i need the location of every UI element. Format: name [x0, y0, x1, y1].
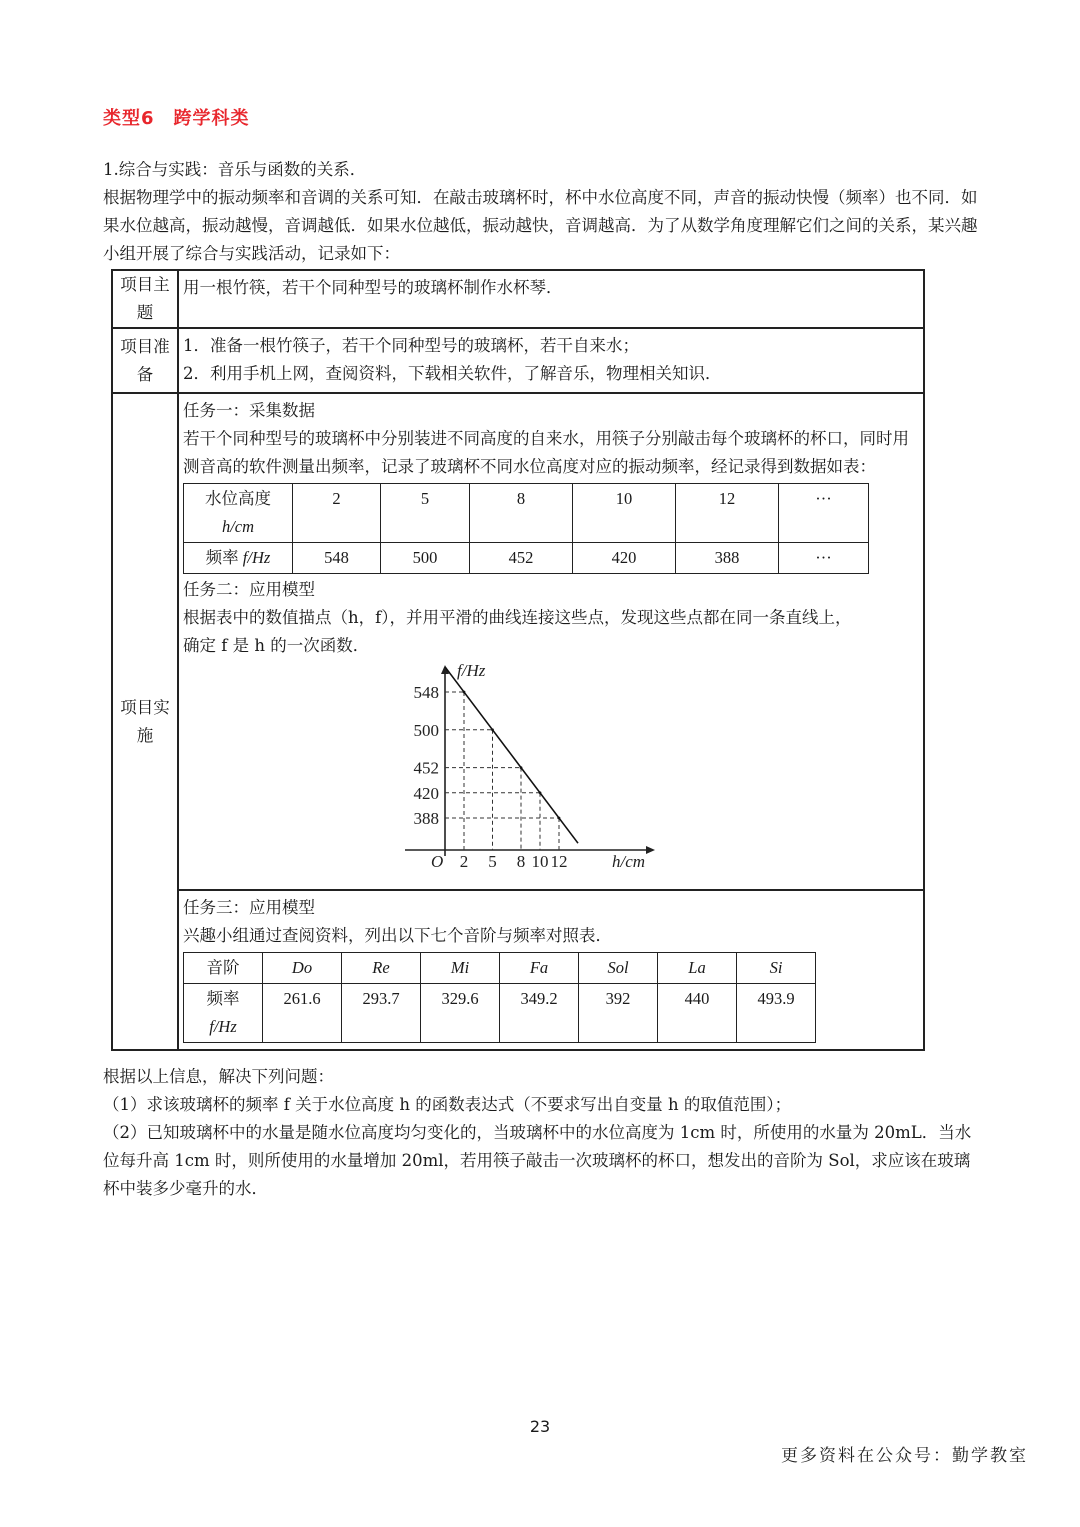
freq-header — [184, 543, 293, 574]
freqs-row — [184, 984, 816, 1043]
x-axis-label: h/cm — [612, 852, 646, 871]
height-cell: 10 — [573, 484, 676, 543]
freqs-unit: f/Hz — [209, 1017, 237, 1036]
freq-value-cell: 440 — [658, 984, 737, 1043]
prep-content — [178, 328, 924, 393]
data-line — [445, 667, 578, 843]
notes-header: 音阶 — [184, 953, 263, 984]
task3-text: 兴趣小组通过查阅资料，列出以下七个音阶与频率对照表． — [183, 926, 612, 945]
footer-note: 更多资料在公众号：勤学教室 — [781, 1446, 1028, 1466]
freq-cell: 548 — [293, 543, 381, 574]
freq-unit: f/Hz — [242, 548, 271, 567]
height-row — [184, 484, 869, 543]
freqs-header — [184, 984, 263, 1043]
y-tick-label: 500 — [413, 720, 439, 740]
task1-title: 任务一：采集数据 — [183, 401, 315, 420]
questions-lead: 根据以上信息，解决下列问题： — [103, 1067, 334, 1086]
note-cell: Re — [342, 953, 421, 984]
y-tick-label: 388 — [413, 809, 439, 828]
prep-row — [112, 328, 924, 393]
y-tick-label: 452 — [413, 758, 439, 778]
theme-text: 用一根竹筷，若干个同种型号的玻璃杯制作水杯琴． — [178, 270, 924, 328]
freq-cell: 388 — [676, 543, 779, 574]
freqs-header-label: 频率 — [206, 989, 240, 1008]
task2-line2: 确定 f 是 h 的一次函数． — [183, 636, 370, 655]
height-cell: 12 — [676, 484, 779, 543]
note-cell: Fa — [500, 953, 579, 984]
impl-row-1 — [112, 393, 924, 890]
note-cell: Sol — [579, 953, 658, 984]
x-tick-label: 2 — [459, 852, 469, 871]
note-cell: Mi — [421, 953, 500, 984]
frequency-graph — [403, 660, 683, 885]
freq-value-cell: 349.2 — [500, 984, 579, 1043]
impl-label: 项目实施 — [112, 393, 178, 1050]
theme-row — [112, 270, 924, 328]
freq-value-cell: 329.6 — [421, 984, 500, 1043]
freq-value-cell: 261.6 — [263, 984, 342, 1043]
height-header — [184, 484, 293, 543]
height-header-label: 水位高度 — [205, 489, 271, 508]
note-cell: Si — [737, 953, 816, 984]
freq-cell: 500 — [381, 543, 470, 574]
freq-header-label: 频率 — [205, 548, 239, 567]
task1-task2-block — [178, 393, 924, 890]
freq-value-cell: 493.9 — [737, 984, 816, 1043]
note-cell: La — [658, 953, 737, 984]
prep-label: 项目准备 — [112, 328, 178, 393]
freq-value-cell: 392 — [579, 984, 658, 1043]
task3-block — [178, 890, 924, 1050]
y-tick-label: 548 — [413, 683, 439, 702]
task1-text: 若干个同种型号的玻璃杯中分别装进不同高度的自来水，用筷子分别敲击每个玻璃杯的杯口，同时用测音高的软件测量出频率，记录了玻璃杯不同水位高度对应的振动频率，经记录得到数据如表： — [183, 429, 909, 476]
questions-block — [103, 1063, 978, 1203]
height-cell: ··· — [779, 484, 869, 543]
height-cell: 5 — [381, 484, 470, 543]
x-axis-arrow — [646, 846, 655, 854]
question-2: （2）已知玻璃杯中的水量是随水位高度均匀变化的，当玻璃杯中的水位高度为 1cm 时，所使用的水量为 20mL．当水位每升高 1cm 时，则所使用的水量增加 20ml，若用筷子敲击一次玻璃杯的杯口，想发出的音阶为 Sol，求应该在玻璃杯中装多少毫升的水． — [103, 1123, 972, 1198]
question-1: （1）求该玻璃杯的频率 f 关于水位高度 h 的函数表达式（不要求写出自变量 h 的取值范围）； — [103, 1095, 792, 1114]
x-tick-label: 8 — [516, 852, 526, 871]
freq-cell: 420 — [573, 543, 676, 574]
y-tick-label: 420 — [413, 783, 439, 803]
freq-cell: ··· — [779, 543, 869, 574]
question-title: 1.综合与实践：音乐与函数的关系． — [103, 160, 367, 179]
task3-title: 任务三：应用模型 — [183, 898, 315, 917]
height-unit: h/cm — [221, 517, 255, 536]
prep-item: 2．利用手机上网，查阅资料，下载相关软件，了解音乐，物理相关知识． — [183, 364, 722, 383]
freq-cell: 452 — [470, 543, 573, 574]
task2-title: 任务二：应用模型 — [183, 580, 315, 599]
scale-table — [183, 952, 816, 1043]
graph-container — [183, 660, 919, 885]
section-title: 类型6 跨学科类 — [103, 108, 250, 129]
task2-line1: 根据表中的数值描点（h，f），并用平滑的曲线连接这些点，发现这些点都在同一条直线上， — [183, 608, 852, 627]
freq-row — [184, 543, 869, 574]
question-intro: 根据物理学中的振动频率和音调的关系可知．在敲击玻璃杯时，杯中水位高度不同，声音的振动快慢（频率）也不同．如果水位越高，振动越慢，音调越低．如果水位越低，振动越快，音调越高．为了从数学角度理解它们之间的关系，某兴趣小组开展了综合与实践活动，记录如下： — [103, 188, 978, 263]
origin-label: O — [431, 852, 444, 871]
theme-label: 项目主题 — [112, 270, 178, 328]
x-tick-label: 10 — [531, 852, 549, 871]
x-tick-label: 5 — [488, 852, 497, 871]
height-cell: 8 — [470, 484, 573, 543]
height-cell: 2 — [293, 484, 381, 543]
page-number: 23 — [529, 1417, 551, 1436]
impl-row-2 — [112, 890, 924, 1050]
data-table — [183, 483, 869, 574]
y-axis-label: f/Hz — [457, 661, 486, 680]
x-tick-label: 12 — [550, 852, 568, 871]
project-table — [111, 269, 925, 1051]
notes-row — [184, 953, 816, 984]
prep-item: 1．准备一根竹筷子，若干个同种型号的玻璃杯，若干自来水； — [183, 336, 639, 355]
note-cell: Do — [263, 953, 342, 984]
freq-value-cell: 293.7 — [342, 984, 421, 1043]
